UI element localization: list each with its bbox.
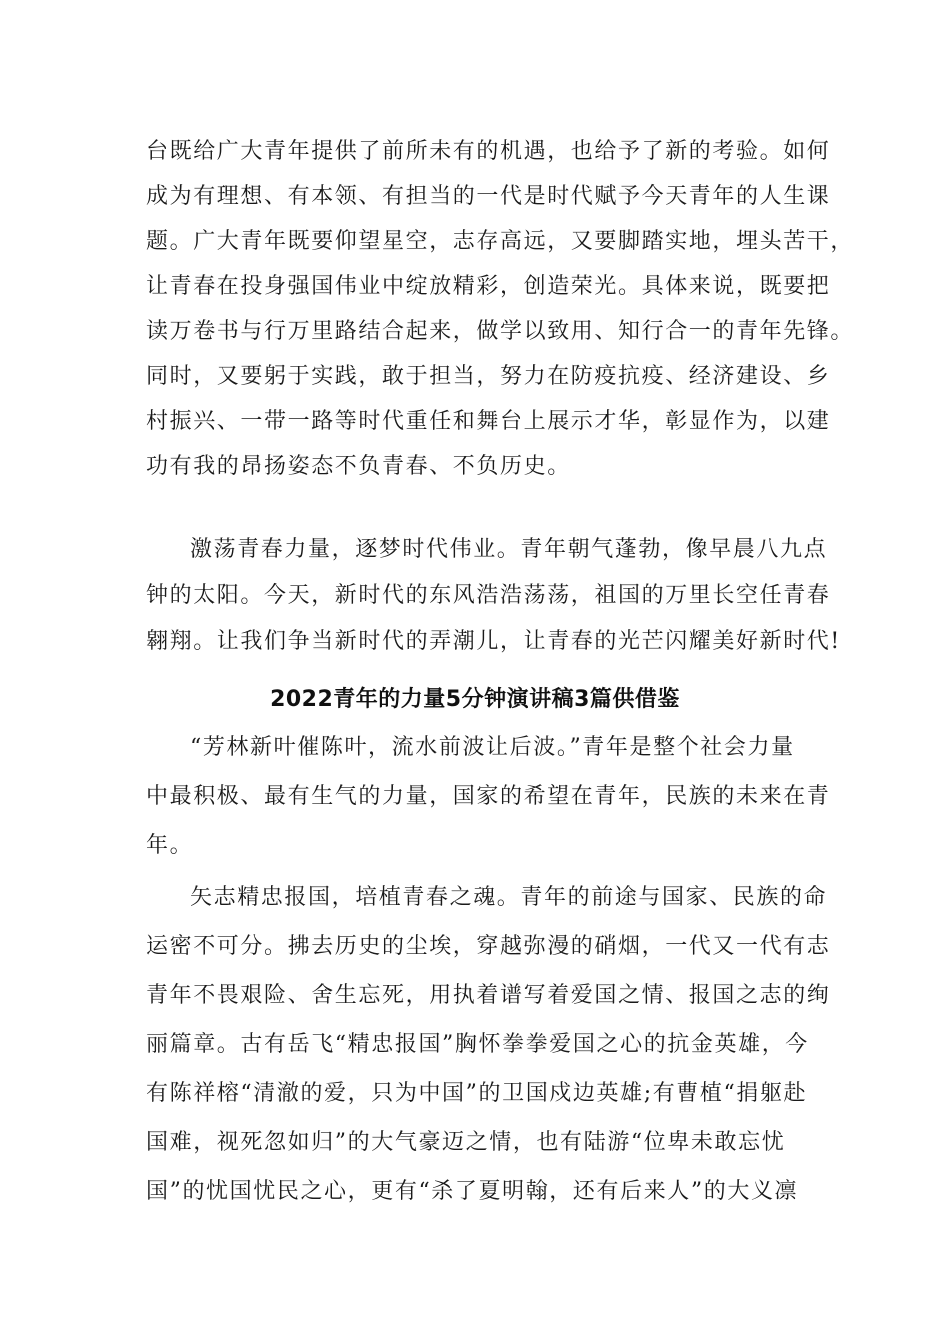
paragraph-line: 中最积极、最有生气的力量，国家的希望在青年，民族的未来在青: [146, 784, 831, 809]
paragraph-line: 题。广大青年既要仰望星空，志存高远，又要脚踏实地，埋头苦干，: [146, 229, 855, 254]
paragraph-line: 丽篇章。古有岳飞“精忠报国”胸怀拳拳爱国之心的抗金英雄，今: [146, 1032, 809, 1057]
paragraph-line: 有陈祥榕“清澈的爱，只为中国”的卫国戍边英雄;有曹植“捐躯赴: [146, 1081, 808, 1106]
paragraph-line: 村振兴、一带一路等时代重任和舞台上展示才华，彰显作为，以建: [146, 409, 831, 434]
paragraph-line: 国难，视死忽如归”的大气豪迈之情，也有陆游“位卑未敢忘忧: [146, 1130, 786, 1155]
paragraph-line: 矢志精忠报国，培植青春之魂。青年的前途与国家、民族的命: [190, 885, 828, 910]
paragraph-line: 读万卷书与行万里路结合起来，做学以致用、知行合一的青年先锋。: [146, 319, 855, 344]
paragraph-line: 国”的忧国忧民之心，更有“杀了夏明翰，还有后来人”的大义凛: [146, 1179, 799, 1204]
paragraph-line: 青年不畏艰险、舍生忘死，用执着谱写着爱国之情、报国之志的绚: [146, 983, 831, 1008]
paragraph-line: 钟的太阳。今天，新时代的东风浩浩荡荡，祖国的万里长空任青春: [146, 583, 831, 608]
paragraph-line: 运密不可分。拂去历史的尘埃，穿越弥漫的硝烟，一代又一代有志: [146, 934, 831, 959]
paragraph-line: 激荡青春力量，逐梦时代伟业。青年朝气蓬勃，像早晨八九点: [190, 537, 828, 562]
paragraph-line: 年。: [146, 833, 194, 858]
paragraph-line: 功有我的昂扬姿态不负青春、不负历史。: [146, 454, 571, 479]
paragraph-line: 成为有理想、有本领、有担当的一代是时代赋予今天青年的人生课: [146, 184, 831, 209]
paragraph-line: 翱翔。让我们争当新时代的弄潮儿，让青春的光芒闪耀美好新时代!: [146, 629, 841, 654]
paragraph-line: 让青春在投身强国伟业中绽放精彩，创造荣光。具体来说，既要把: [146, 274, 831, 299]
paragraph-line: 台既给广大青年提供了前所未有的机遇，也给予了新的考验。如何: [146, 139, 831, 164]
document-heading: 2022青年的力量5分钟演讲稿3篇供借鉴: [270, 687, 680, 712]
paragraph-line: “芳林新叶催陈叶，流水前波让后波。”青年是整个社会力量: [190, 735, 795, 760]
paragraph-line: 同时，又要躬于实践，敢于担当，努力在防疫抗疫、经济建设、乡: [146, 364, 831, 389]
